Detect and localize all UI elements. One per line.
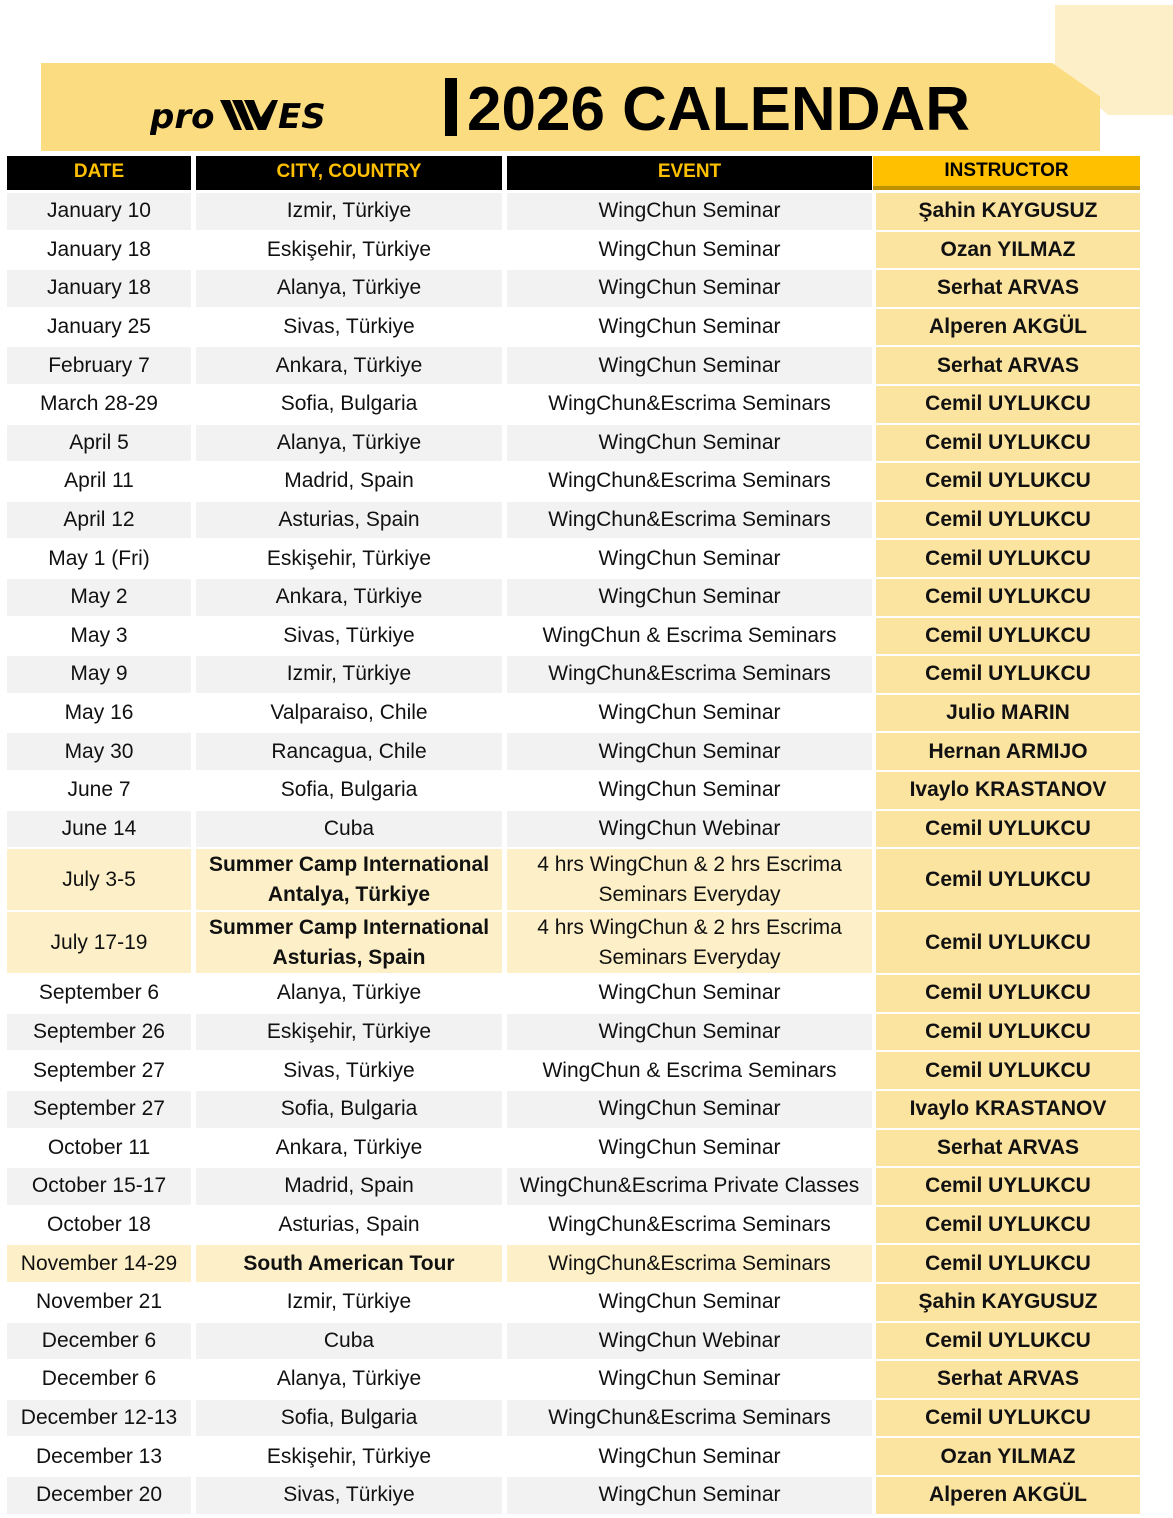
row-event: WingChun Seminar: [507, 193, 872, 230]
row-event: WingChun&Escrima Private Classes: [507, 1168, 872, 1205]
table-row: [0, 656, 1173, 695]
row-event: 4 hrs WingChun & 2 hrs Escrima Seminars Everyday: [507, 849, 872, 910]
row-event: WingChun Seminar: [507, 579, 872, 616]
row-event: WingChun&Escrima Seminars: [548, 1213, 831, 1237]
row-instructor: Ozan YILMAZ: [876, 1438, 1140, 1475]
row-date: September 27: [33, 1058, 165, 1082]
column-header-event: EVENT: [507, 156, 872, 190]
row-city: Ankara, Türkiye: [275, 1135, 423, 1159]
row-event: WingChun Seminar: [598, 778, 781, 802]
row-instructor: Cemil UYLUKCU: [876, 1052, 1140, 1089]
row-instructor: Serhat ARVAS: [876, 1361, 1140, 1398]
row-instructor: Cemil UYLUKCU: [876, 1323, 1140, 1360]
row-date: September 26: [7, 1014, 191, 1051]
row-date: April 5: [7, 425, 191, 462]
table-row: [0, 1400, 1173, 1439]
table-row: [0, 618, 1173, 657]
prowaves-logo: [150, 92, 420, 136]
svg-text:pro: pro: [150, 97, 215, 136]
row-instructor: Cemil UYLUKCU: [876, 386, 1140, 423]
table-row: [0, 733, 1173, 772]
row-event: WingChun&Escrima Seminars: [507, 1245, 872, 1282]
row-instructor: Alperen AKGÜL: [876, 1477, 1140, 1514]
row-city: Valparaiso, Chile: [270, 701, 428, 725]
row-event: WingChun Seminar: [507, 1091, 872, 1128]
row-event: WingChun&Escrima Seminars: [507, 1400, 872, 1437]
row-instructor: Cemil UYLUKCU: [876, 849, 1140, 910]
table-row: [0, 1361, 1173, 1400]
row-date: May 9: [7, 656, 191, 693]
table-row: [0, 347, 1173, 386]
row-event: WingChun&Escrima Seminars: [548, 469, 831, 493]
row-city: Ankara, Türkiye: [196, 347, 502, 384]
row-city: Izmir, Türkiye: [286, 1290, 412, 1314]
row-city: Izmir, Türkiye: [196, 656, 502, 693]
table-row: [0, 1323, 1173, 1362]
table-row: [0, 386, 1173, 425]
table-row: [0, 232, 1173, 271]
row-event: WingChun&Escrima Seminars: [507, 502, 872, 539]
row-date: May 1 (Fri): [48, 546, 150, 570]
row-event: WingChun Seminar: [507, 1477, 872, 1514]
row-date: January 18: [47, 237, 151, 261]
table-row: [0, 309, 1173, 348]
row-date: July 17-19: [7, 912, 191, 973]
column-header-city: CITY, COUNTRY: [196, 156, 502, 190]
row-instructor: Cemil UYLUKCU: [876, 811, 1140, 848]
row-instructor: Alperen AKGÜL: [876, 309, 1140, 346]
row-date: April 11: [64, 469, 134, 493]
row-city: Sofia, Bulgaria: [280, 778, 418, 802]
row-city: Cuba: [196, 811, 502, 848]
row-instructor: Serhat ARVAS: [876, 270, 1140, 307]
row-instructor: Cemil UYLUKCU: [876, 1168, 1140, 1205]
row-city: Madrid, Spain: [196, 1168, 502, 1205]
row-date: December 6: [7, 1323, 191, 1360]
row-city: Alanya, Türkiye: [196, 425, 502, 462]
row-instructor: Julio MARIN: [876, 695, 1140, 732]
row-city: Madrid, Spain: [284, 469, 414, 493]
row-event: WingChun&Escrima Seminars: [548, 392, 831, 416]
row-event: WingChun Seminar: [598, 701, 781, 725]
table-row: [0, 540, 1173, 579]
row-event: WingChun Seminar: [598, 1290, 781, 1314]
row-instructor: Cemil UYLUKCU: [876, 1400, 1140, 1437]
row-date: February 7: [7, 347, 191, 384]
column-header-date: DATE: [7, 156, 191, 190]
table-row: [0, 463, 1173, 502]
row-date: January 10: [7, 193, 191, 230]
row-city: Sofia, Bulgaria: [196, 1091, 502, 1128]
table-row: [0, 849, 1173, 912]
row-date: December 12-13: [7, 1400, 191, 1437]
row-city: Eskişehir, Türkiye: [196, 1014, 502, 1051]
table-row: [0, 975, 1173, 1014]
row-city: Eskişehir, Türkiye: [266, 546, 432, 570]
svg-text:ES: ES: [278, 97, 326, 136]
page-title-text: 2026 CALENDAR: [467, 75, 971, 144]
row-date: January 25: [47, 315, 151, 339]
row-city: Eskişehir, Türkiye: [266, 1444, 432, 1468]
row-city: Ankara, Türkiye: [196, 579, 502, 616]
row-date: May 2: [7, 579, 191, 616]
row-date: December 6: [41, 1367, 157, 1391]
table-row: [0, 425, 1173, 464]
table-row: [0, 1245, 1173, 1284]
table-row: [0, 1168, 1173, 1207]
row-event: WingChun Seminar: [507, 1014, 872, 1051]
row-city: Summer Camp International Asturias, Spain: [196, 912, 502, 973]
row-date: June 14: [7, 811, 191, 848]
waves-logo-icon: [150, 92, 420, 136]
row-instructor: Serhat ARVAS: [876, 347, 1140, 384]
row-date: December 20: [7, 1477, 191, 1514]
table-row: [0, 193, 1173, 232]
row-event: WingChun Webinar: [507, 1323, 872, 1360]
table-row: [0, 1438, 1173, 1477]
row-instructor: Cemil UYLUKCU: [876, 1207, 1140, 1244]
row-date: May 16: [64, 701, 134, 725]
row-date: January 18: [7, 270, 191, 307]
row-date: October 11: [47, 1135, 151, 1159]
row-event: WingChun Seminar: [507, 425, 872, 462]
row-city: Alanya, Türkiye: [276, 981, 422, 1005]
row-event: WingChun Seminar: [507, 733, 872, 770]
row-instructor: Şahin KAYGUSUZ: [876, 193, 1140, 230]
row-city: South American Tour: [196, 1245, 502, 1282]
row-city: Cuba: [196, 1323, 502, 1360]
table-row: [0, 695, 1173, 734]
row-instructor: Ozan YILMAZ: [876, 232, 1140, 269]
row-date: March 28-29: [40, 392, 158, 416]
table-row: [0, 1091, 1173, 1130]
row-city: Sivas, Türkiye: [196, 1477, 502, 1514]
row-instructor: Cemil UYLUKCU: [876, 502, 1140, 539]
row-instructor: Cemil UYLUKCU: [876, 656, 1140, 693]
row-event: WingChun Webinar: [507, 811, 872, 848]
row-city: Alanya, Türkiye: [276, 1367, 422, 1391]
row-city: Eskişehir, Türkiye: [266, 237, 432, 261]
row-event: WingChun Seminar: [507, 270, 872, 307]
row-instructor: Ivaylo KRASTANOV: [876, 1091, 1140, 1128]
row-instructor: Cemil UYLUKCU: [876, 425, 1140, 462]
table-row: [0, 1207, 1173, 1246]
title-divider: [445, 78, 457, 136]
row-instructor: Serhat ARVAS: [876, 1130, 1140, 1167]
row-instructor: Şahin KAYGUSUZ: [876, 1284, 1140, 1321]
row-instructor: Cemil UYLUKCU: [876, 975, 1140, 1012]
row-event: WingChun Seminar: [598, 546, 781, 570]
column-header-instructor: INSTRUCTOR: [873, 156, 1140, 190]
row-event: WingChun & Escrima Seminars: [542, 623, 837, 647]
row-date: September 6: [38, 981, 160, 1005]
table-row: [0, 1284, 1173, 1323]
row-event: WingChun & Escrima Seminars: [542, 1058, 837, 1082]
row-date: October 18: [47, 1213, 151, 1237]
row-instructor: Cemil UYLUKCU: [876, 1014, 1140, 1051]
table-row: [0, 579, 1173, 618]
row-date: May 30: [7, 733, 191, 770]
row-city: Alanya, Türkiye: [196, 270, 502, 307]
table-row: [0, 502, 1173, 541]
row-event: WingChun Seminar: [598, 1444, 781, 1468]
row-instructor: Cemil UYLUKCU: [876, 1245, 1140, 1282]
row-event: WingChun Seminar: [507, 347, 872, 384]
row-instructor: Cemil UYLUKCU: [876, 463, 1140, 500]
row-city: Sofia, Bulgaria: [196, 1400, 502, 1437]
row-instructor: Cemil UYLUKCU: [876, 579, 1140, 616]
row-date: July 3-5: [7, 849, 191, 910]
table-row: [0, 270, 1173, 309]
row-city: Rancagua, Chile: [196, 733, 502, 770]
row-date: November 14-29: [7, 1245, 191, 1282]
row-city: Izmir, Türkiye: [196, 193, 502, 230]
row-city: Asturias, Spain: [196, 502, 502, 539]
row-event: WingChun&Escrima Seminars: [507, 656, 872, 693]
row-date: June 7: [67, 778, 131, 802]
row-event: WingChun Seminar: [598, 1135, 781, 1159]
table-row: [0, 1052, 1173, 1091]
row-instructor: Cemil UYLUKCU: [876, 618, 1140, 655]
row-instructor: Cemil UYLUKCU: [876, 912, 1140, 973]
table-row: [0, 811, 1173, 850]
row-event: WingChun Seminar: [598, 981, 781, 1005]
page-title: [445, 72, 970, 148]
table-row: [0, 1477, 1173, 1516]
row-instructor: Hernan ARMIJO: [876, 733, 1140, 770]
row-city: Asturias, Spain: [278, 1213, 420, 1237]
row-city: Sivas, Türkiye: [283, 1058, 415, 1082]
row-instructor: Cemil UYLUKCU: [876, 540, 1140, 577]
row-date: September 27: [7, 1091, 191, 1128]
row-event: WingChun Seminar: [598, 1367, 781, 1391]
row-date: May 3: [70, 623, 128, 647]
table-row: [0, 1130, 1173, 1169]
row-event: WingChun Seminar: [598, 315, 781, 339]
row-city: Sivas, Türkiye: [283, 623, 415, 647]
row-city: Sivas, Türkiye: [283, 315, 415, 339]
table-row: [0, 1014, 1173, 1053]
row-date: November 21: [35, 1290, 163, 1314]
row-event: 4 hrs WingChun & 2 hrs Escrima Seminars Everyday: [507, 912, 872, 973]
row-city: Sofia, Bulgaria: [280, 392, 418, 416]
row-date: April 12: [7, 502, 191, 539]
row-event: WingChun Seminar: [598, 237, 781, 261]
table-row: [0, 772, 1173, 811]
row-instructor: Ivaylo KRASTANOV: [876, 772, 1140, 809]
row-date: December 13: [35, 1444, 163, 1468]
table-row: [0, 912, 1173, 975]
row-city: Summer Camp International Antalya, Türkiye: [196, 849, 502, 910]
row-date: October 15-17: [7, 1168, 191, 1205]
